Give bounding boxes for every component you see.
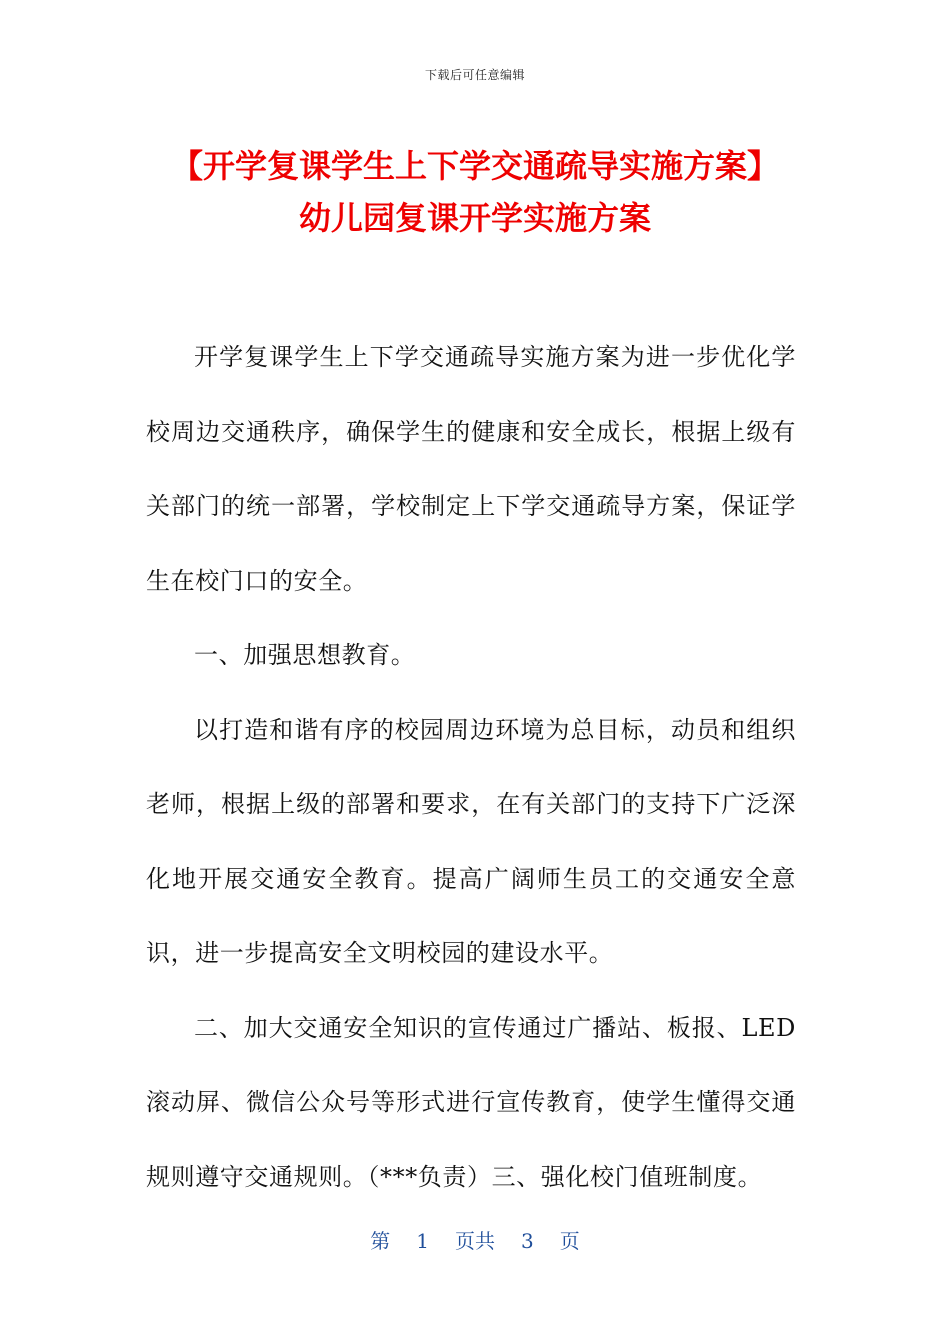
footer-prefix: 第 xyxy=(370,1229,391,1253)
footer-page-number: 1 xyxy=(416,1229,429,1253)
page-footer xyxy=(0,1225,950,1254)
footer-suffix: 页 xyxy=(559,1229,580,1253)
footer-total-pages: 3 xyxy=(521,1229,534,1253)
title-line-2: 幼儿园复课开学实施方案 xyxy=(298,199,651,237)
paragraph-section-1-body: 以打造和谐有序的校园周边环境为总目标，动员和组织老师，根据上级的部署和要求，在有关部门的支持下广泛深化地开展交通安全教育。提高广阔师生员工的交通安全意识，进一步提高安全文明校园的建设水平。 xyxy=(146,715,796,967)
paragraph-intro: 开学复课学生上下学交通疏导实施方案为进一步优化学校周边交通秩序，确保学生的健康和安全成长，根据上级有关部门的统一部署，学校制定上下学交通疏导方案，保证学生在校门口的安全。 xyxy=(146,343,796,595)
footer-middle: 页共 xyxy=(455,1229,495,1253)
paragraph-section-1-heading: 一、加强思想教育。 xyxy=(194,641,416,669)
title-line-1: 【开学复课学生上下学交通疏导实施方案】 xyxy=(170,147,779,185)
paragraph-section-2: 二、加大交通安全知识的宣传通过广播站、板报、LED滚动屏、微信公众号等形式进行宣传教育，使学生懂得交通规则遵守交通规则。（***负责）三、强化校门值班制度。 xyxy=(146,1013,796,1191)
header-note: 下载后可任意编辑 xyxy=(424,68,525,82)
document-title xyxy=(100,140,850,244)
document-body xyxy=(146,320,796,1214)
